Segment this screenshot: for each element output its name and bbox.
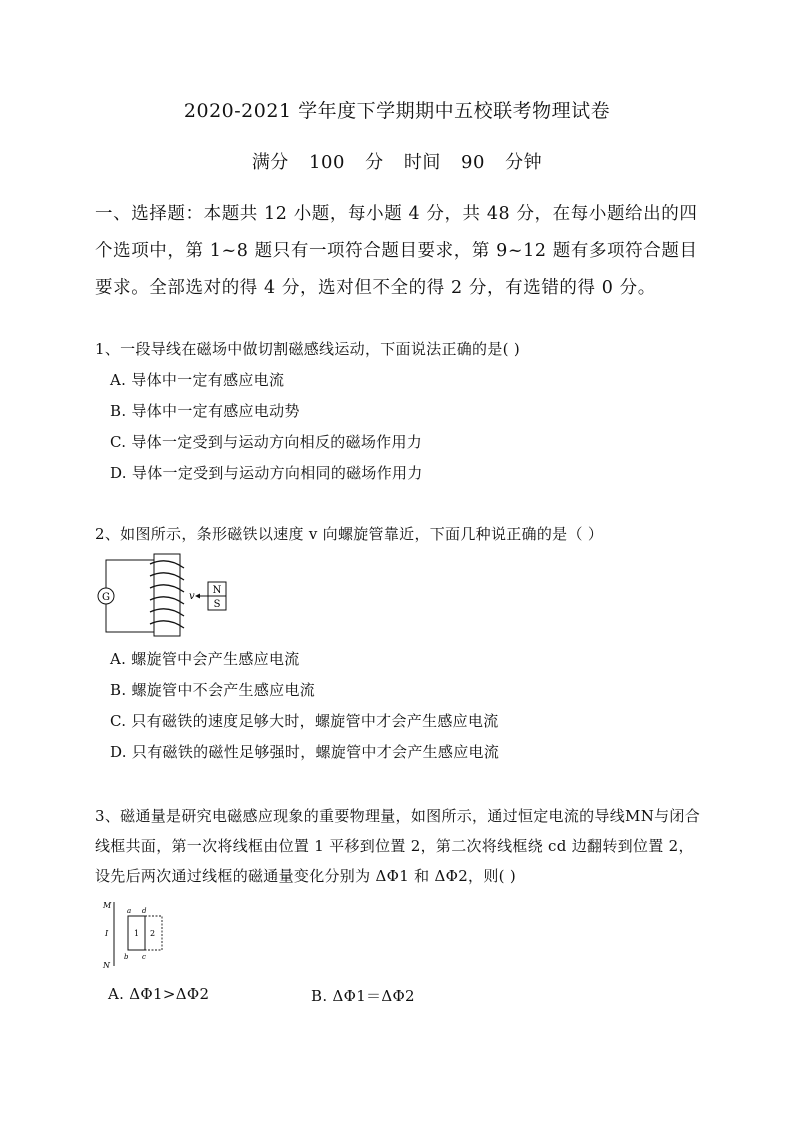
solenoid-magnet-figure [92, 552, 232, 640]
velocity-arrowhead [195, 594, 200, 599]
question-2-option-a: A. 螺旋管中会产生感应电流 [110, 650, 300, 668]
question-1-option-c: C. 导体一定受到与运动方向相反的磁场作用力 [110, 433, 423, 451]
exam-subtitle: 满分 100 分 时间 90 分钟 [251, 152, 543, 173]
label-b: b [124, 953, 129, 961]
question-2-option-c: C. 只有磁铁的速度足够大时，螺旋管中才会产生感应电流 [110, 712, 499, 730]
label-a: a [127, 907, 132, 915]
label-m: M [103, 901, 112, 910]
question-1-option-b: B. 导体中一定有感应电动势 [110, 402, 300, 420]
section-instructions: 一、选择题：本题共 12 小题，每小题 4 分，共 48 分，在每小题给出的四个选项中，第 1~8 题只有一项符合题目要求，第 9~12 题有多项符合题目要求。全部选对的得 4 分，选对但不全的得 2 分，有选错的得 0 分。 [95, 204, 698, 298]
question-1-stem: 1、一段导线在磁场中做切割磁感线运动，下面说法正确的是( ) [95, 340, 521, 358]
question-3-option-a: A. ΔΦ1>ΔΦ2 [108, 985, 210, 1003]
wire-loop-figure [100, 898, 172, 972]
label-i: I [105, 929, 109, 938]
label-n: N [103, 961, 110, 970]
label-position-1: 1 [134, 929, 140, 938]
velocity-label: v [189, 591, 195, 602]
question-2-option-b: B. 螺旋管中不会产生感应电流 [110, 681, 316, 699]
question-2-stem: 2、如图所示，条形磁铁以速度 v 向螺旋管靠近，下面几种说正确的是（ ） [95, 525, 604, 543]
label-position-2: 2 [150, 929, 156, 938]
exam-title: 2020-2021 学年度下学期期中五校联考物理试卷 [183, 100, 611, 122]
magnet-north-label: N [212, 585, 222, 596]
question-1-option-d: D. 导体一定受到与运动方向相同的磁场作用力 [110, 464, 423, 482]
question-1-option-a: A. 导体中一定有感应电流 [110, 371, 285, 389]
question-3-option-b: B. ΔΦ1＝ΔΦ2 [311, 987, 415, 1005]
magnet-south-label: S [213, 599, 221, 610]
question-3-stem: 3、磁通量是研究电磁感应现象的重要物理量，如图所示，通过恒定电流的导线MN与闭合线框共面，第一次将线框由位置 1 平移到位置 2，第二次将线框绕 cd 边翻转到位置 2，设先后两次通过线框的磁通量变化分别为 ΔΦ1 和 ΔΦ2，则( ) [95, 807, 701, 885]
label-c: c [142, 953, 146, 961]
galvanometer-label: G [102, 592, 110, 603]
question-2-option-d: D. 只有磁铁的磁性足够强时，螺旋管中才会产生感应电流 [110, 743, 500, 761]
label-d: d [142, 907, 147, 915]
